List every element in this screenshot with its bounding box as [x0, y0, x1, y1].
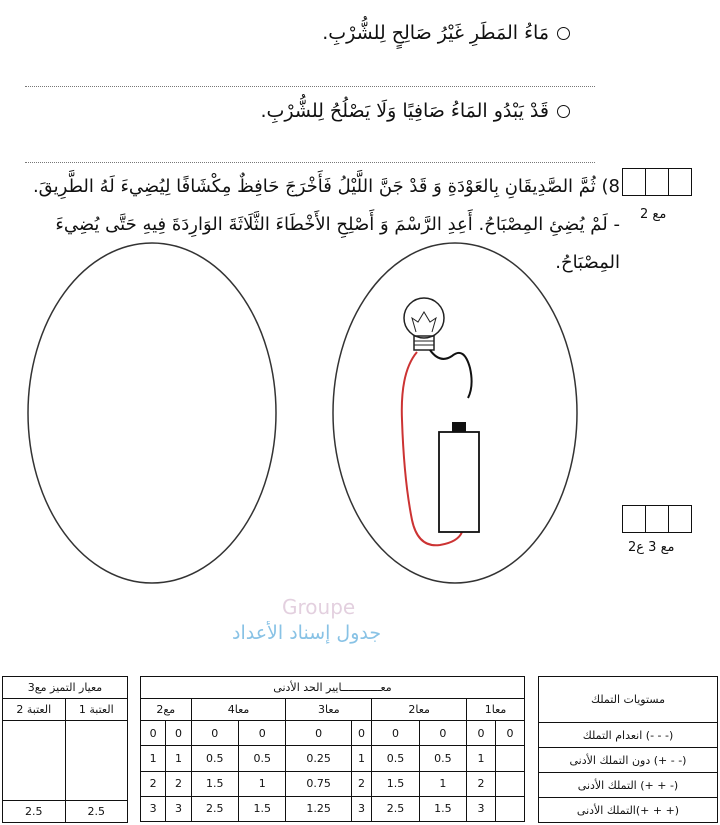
table-cell: 2.5 [3, 801, 66, 823]
table-cell: 0 [419, 721, 466, 746]
table-cell: 0.25 [286, 746, 351, 771]
table-cell: 0 [239, 721, 286, 746]
watermark-latin: Groupe [282, 595, 356, 619]
table-cell: 0.5 [372, 746, 419, 771]
table-cell: دون التملك الأدنى (+ - -) [539, 748, 718, 773]
table-cell: 1.25 [286, 796, 351, 821]
statement-1: مَاءُ المَطَرِ غَيْرُ صَالِحٍ لِلشُّرْبِ. [322, 22, 570, 44]
empty-ellipse [28, 243, 276, 583]
black-wire [430, 350, 472, 398]
table-cell: 1 [351, 746, 372, 771]
table-cell: 1.5 [191, 771, 238, 796]
table-cell [495, 746, 524, 771]
table-cell: 1 [419, 771, 466, 796]
question-number: 8) [601, 176, 620, 197]
table-cell: 0.5 [239, 746, 286, 771]
table-cell: 1.5 [372, 771, 419, 796]
table-cell [495, 796, 524, 821]
table-cell: 1.5 [239, 796, 286, 821]
watermark-arabic: جدول إسناد الأعداد [232, 622, 382, 644]
table-cell: 2.5 [65, 801, 128, 823]
table-cell: 0 [141, 721, 166, 746]
table-cell: 0 [286, 721, 351, 746]
table-cell: 2 [351, 771, 372, 796]
table-cell: 2.5 [372, 796, 419, 821]
table-cell: 3 [351, 796, 372, 821]
table-cell: 1 [141, 746, 166, 771]
table-cell: 1.5 [419, 796, 466, 821]
table-cell: 0 [191, 721, 238, 746]
table-cell: 3 [467, 796, 496, 821]
table-cell: 2 [166, 771, 191, 796]
table-cell: 0 [495, 721, 524, 746]
table-cell: 1 [467, 746, 496, 771]
table-cell: 0 [372, 721, 419, 746]
table-cell [65, 721, 128, 801]
table-cell: 0 [351, 721, 372, 746]
table-cell: 0.5 [191, 746, 238, 771]
score-label-1: مع 2 [640, 207, 667, 222]
excellence-table: معيار التميز مع3 العتبة 2 العتبة 1 2.5 2.5 [2, 676, 128, 823]
question-8: 8) ثُمَّ الصَّدِيقَانِ بِالعَوْدَةِ وَ قَدْ جَنَّ اللَّيْلُ فَأَخْرَجَ حَافِظٌ مِكْشَافًا لِيُضِيءَ لَهُ الطَّرِيقَ. - لَمْ يُضِئِ المِصْبَاحُ. أَعِدِ الرَّسْمَ وَ أَصْلِحِ الأَخْطَاءَ الثَّلَاثَةَ الوَارِدَةَ فِيهِ حَتَّى يُضِيءَ المِصْبَاحُ. [32, 176, 620, 273]
statement-2: قَدْ يَبْدُو المَاءُ صَافِيًا وَلَا يَصْلُحُ لِلشُّرْبِ. [260, 100, 570, 122]
table-cell: 2 [141, 771, 166, 796]
table-cell: 1 [239, 771, 286, 796]
table-cell: 0 [467, 721, 496, 746]
levels-table: مستويات التملك انعدام التملك (- - -) دون التملك الأدنى (+ - -) التملك الأدنى (+ + -) التملك الأدنى(+ + +) [538, 676, 718, 823]
table-cell: 0 [166, 721, 191, 746]
table-cell: 0.5 [419, 746, 466, 771]
table-cell [3, 721, 66, 801]
table-cell: 1 [166, 746, 191, 771]
battery-icon [439, 422, 479, 532]
table-cell: التملك الأدنى (+ + -) [539, 773, 718, 798]
table-cell: 0.75 [286, 771, 351, 796]
table-cell: 3 [166, 796, 191, 821]
table-cell: 3 [141, 796, 166, 821]
lamp-icon [404, 298, 444, 350]
table-cell [495, 771, 524, 796]
table-cell: التملك الأدنى(+ + +) [539, 798, 718, 823]
table-cell: 2.5 [191, 796, 238, 821]
criteria-table: معــــــــــــايير الحد الأدنى مع2 معا4 معا3 معا2 معا1 0 0 0 0 0 0 0 0 0 0 1 1 0.5 0.5 0.25 1 0.5 0.5 1 2 2 1.5 1 0.75 2 1.5 1 2 3 3 2.5 1.5 1.25 3 2.5 1.5 3 [140, 676, 525, 822]
table-cell: 2 [467, 771, 496, 796]
table-cell: انعدام التملك (- - -) [539, 723, 718, 748]
score-label-2: مع 3 ع2 [628, 540, 675, 555]
